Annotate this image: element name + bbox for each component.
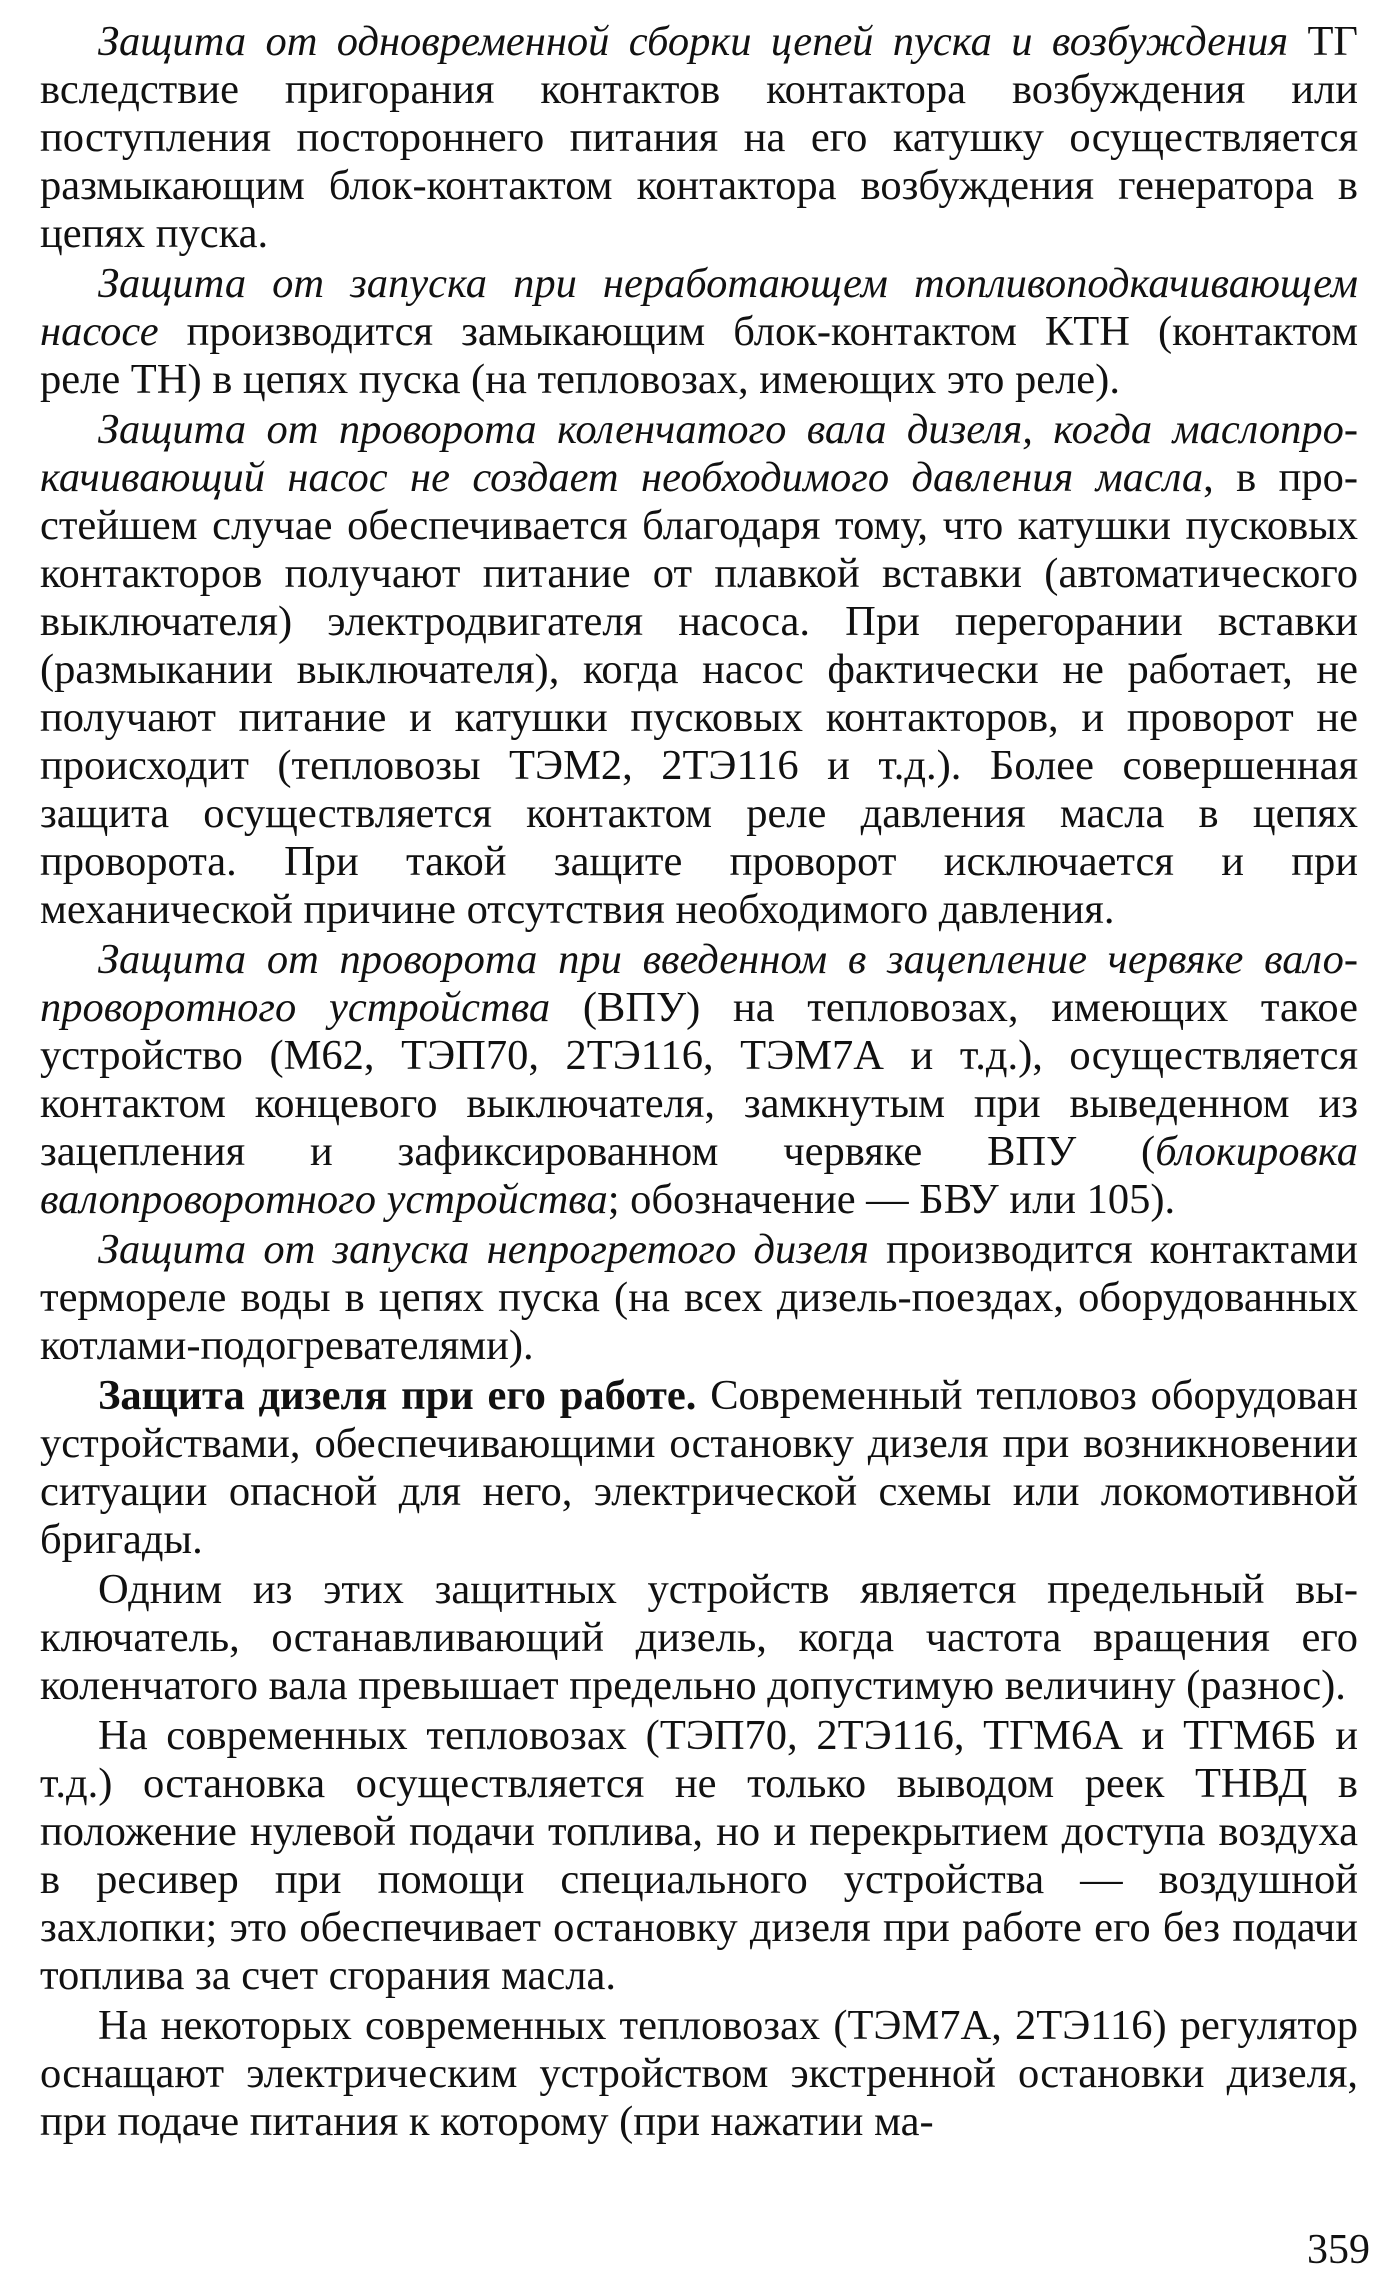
paragraph-text: (ВПУ) на тепловозах, имеющих такое устройство (М62, ТЭП70, 2ТЭ116, ТЭМ7А и т.д.), осуществляется контактом концевого выключателя, замкнутым при выведенном из зацепления и зафиксированном червяке ВПУ ( [40,984,1358,1175]
page-body-text [40,18,1358,2148]
paragraph-text: На современных тепловозах (ТЭП70, 2ТЭ116, ТГМ6А и ТГМ6Б и т.д.) остановка осуществляется не только выводом реек ТНВД в положение нулевой подачи топлива, но и перекрытием доступа воздуха в ресивер при помощи специального устройства — воздушной захлопки; это обеспечивает остановку дизеля при работе его без подачи топлива за счет сгорания масла. [40,1712,1358,1999]
paragraph-italic-lead: Защита от запуска при неработающем топливоподкачивающем насосе [40,260,1358,355]
paragraph-text: Современный тепловоз оборудован устройствами, обеспечивающими остановку дизеля при возникновении ситуации опасной для него, электрической схемы или локомотивной бригады. [40,1372,1359,1563]
paragraph [40,1712,1358,2000]
paragraph [40,2002,1358,2146]
paragraph-text: На некоторых современных тепловозах (ТЭМ7А, 2ТЭ116) регулятор оснащают электрическим устройством экстренной остановки дизеля, при подаче питания к которому (при нажатии ма- [40,2002,1358,2145]
page-number: 359 [1307,2227,1370,2273]
paragraph-text: ТГ вследствие пригорания контактов контактора возбуждения или поступления постороннего питания на его катушку осуществляется размыкающим блок-контактом контактора возбуждения генератора в цепях пуска. [40,18,1359,257]
paragraph [40,1226,1358,1370]
paragraph-italic-lead: Защита от проворота при введенном в зацепление червяке валопроворотного устройства [40,936,1358,1031]
paragraph-text: производится замыкающим блок-контактом КТН (контактом реле ТН) в цепях пуска (на тепловозах, имеющих это реле). [40,308,1358,403]
paragraph [40,260,1358,404]
paragraph-text: производится контактами термореле воды в цепях пуска (на всех дизель-поездах, оборудованных котлами-подогревателями). [40,1226,1359,1369]
paragraph-italic-lead: Защита от запуска непрогретого дизеля [98,1226,869,1273]
section-heading: Защита дизеля при его работе. [98,1372,697,1419]
paragraph [40,18,1358,258]
paragraph-text: ; обозначение — БВУ или 105). [607,1176,1176,1223]
paragraph-text: Одним из этих защитных устройств является предельный выключатель, останавливающий дизель, когда частота вращения его коленчатого вала превышает предельно допустимую величину (разнос). [40,1566,1358,1709]
paragraph-italic-lead: Защита от проворота коленчатого вала дизеля, когда маслопрокачивающий насос не создает необходимого давления масла [40,406,1358,501]
paragraph [40,406,1358,934]
paragraph-italic-lead: Защита от одновременной сборки цепей пуска и возбуждения [98,18,1289,65]
paragraph [40,1566,1358,1710]
paragraph-text: , в простейшем случае обеспечивается благодаря тому, что катушки пусковых контакторов получают питание от плавкой вставки (автоматического выключателя) электродвигателя насоса. При перегорании вставки (размыкании выключателя), когда насос фактически не работает, не получают питание и катушки пусковых контакторов, и проворот не происходит (тепловозы ТЭМ2, 2ТЭ116 и т.д.). Более совершенная защита осуществляется контактом реле давления масла в цепях проворота. При такой защите проворот исключается и при механической причине отсутствия необходимого давления. [40,454,1358,933]
paragraph-italic-term: блокировка валопроворотного устройства [40,1128,1358,1223]
paragraph [40,1372,1358,1564]
paragraph [40,936,1358,1224]
